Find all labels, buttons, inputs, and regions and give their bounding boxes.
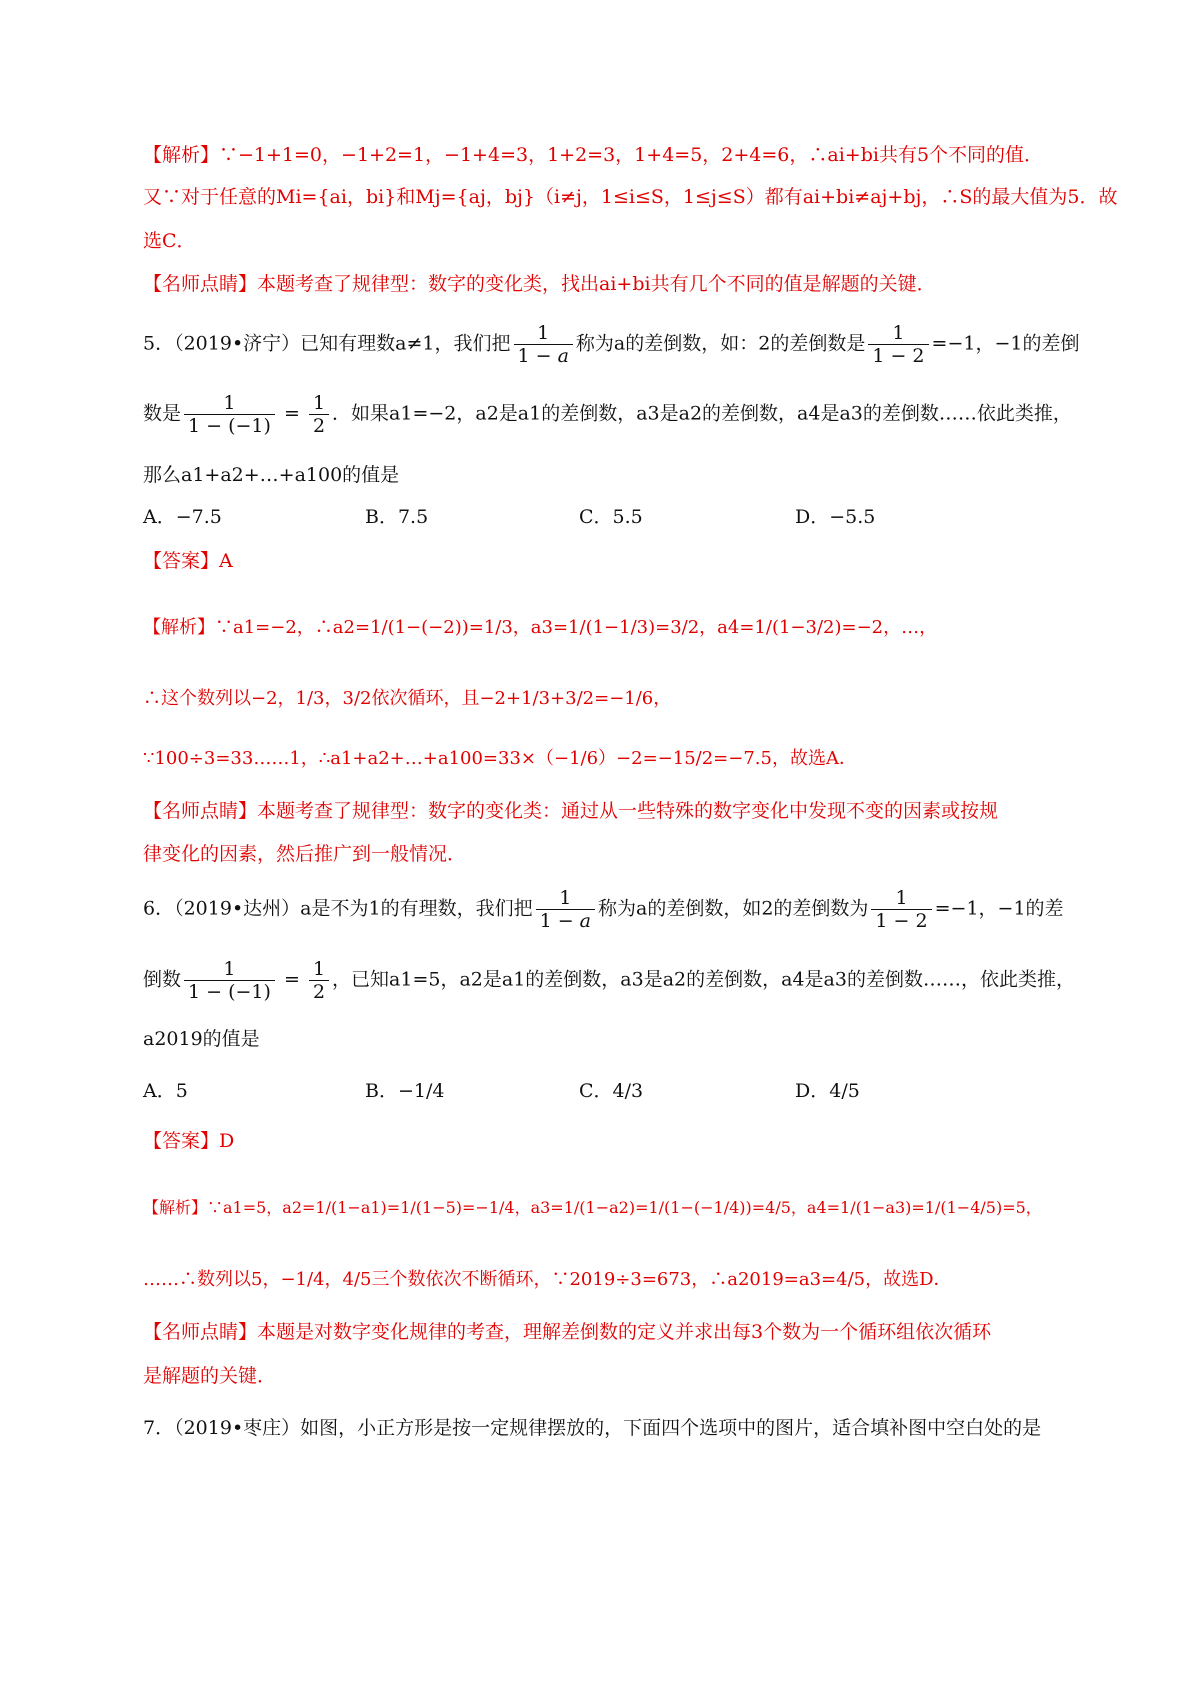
q5-stem-text-d: 数是	[143, 402, 182, 425]
q5-stem-line-3: 那么a1+a2+…+a100的值是	[143, 464, 400, 486]
q5-tip-line-1: 【名师点睛】本题考查了规律型：数字的变化类：通过从一些特殊的数字变化中发现不变的因素或按规	[143, 800, 999, 822]
q5-stem-line-1	[143, 322, 1079, 367]
fraction: $\frac{1}{1 - 2}$	[871, 887, 931, 932]
q5-tip-line-2: 律变化的因素，然后推广到一般情况．	[143, 843, 467, 865]
q4-analysis-line-1: 【解析】∵−1+1=0，−1+2=1，−1+4=3，1+2=3，1+4=5，2+4=6，∴ai+bi共有5个不同的值．	[143, 144, 1044, 166]
q6-stem-text-c: =−1，−1的差	[934, 897, 1064, 920]
q6-stem-text-a: 6．（2019•达州）a是不为1的有理数，我们把	[143, 897, 533, 920]
q6-tip-line-1: 【名师点睛】本题是对数字变化规律的考查，理解差倒数的定义并求出每3个数为一个循环组依次循环	[143, 1321, 992, 1343]
q6-analysis-line-1: 【解析】∵a1=5，a2=1/(1−a1)=1/(1−5)=−1/4，a3=1/(1−a2)=1/(1−(−1/4))=4/5，a4=1/(1−a3)=1/(1−4/5)=5，	[143, 1198, 1042, 1217]
fraction: $\frac{1}{2}$	[309, 392, 329, 437]
q5-option-d: D．−5.5	[795, 506, 876, 528]
q6-option-a: A．5	[143, 1080, 188, 1102]
q5-stem-text-e: ．如果a1=−2，a2是a1的差倒数，a3是a2的差倒数，a4是a3的差倒数……依此类推，	[332, 402, 1072, 425]
q6-stem-line-1	[143, 887, 1064, 932]
q5-option-b: B．7.5	[365, 506, 429, 528]
q6-tip-line-2: 是解题的关键．	[143, 1365, 277, 1387]
q6-stem-text-b: 称为a的差倒数，如2的差倒数为	[598, 897, 869, 920]
q6-option-c: C．4/3	[579, 1080, 644, 1102]
fraction: $\frac{1}{1 - a}$	[536, 887, 595, 932]
q6-stem-text-d: 倒数	[143, 968, 182, 991]
fraction: $\frac{1}{1 - 2}$	[868, 322, 928, 367]
q5-answer: 【答案】A	[143, 550, 233, 572]
q6-option-d: D．4/5	[795, 1080, 860, 1102]
q5-option-c: C．5.5	[579, 506, 643, 528]
q4-analysis-line-2: 又∵对于任意的Mi={ai，bi}和Mj={aj，bj}（i≠j，1≤i≤S，1≤j≤S）都有ai+bi≠aj+bj，∴S的最大值为5．故	[143, 186, 1118, 208]
q5-analysis-line-2: ∴这个数列以−2，1/3，3/2依次循环，且−2+1/3+3/2=−1/6，	[143, 688, 672, 709]
q5-analysis-line-1: 【解析】∵a1=−2，∴a2=1/(1−(−2))=1/3，a3=1/(1−1/3)=3/2，a4=1/(1−3/2)=−2，…，	[143, 617, 938, 638]
q5-stem-text-c: =−1，−1的差倒	[931, 332, 1080, 355]
q5-stem-line-2: 数是 $\frac{1}{1 - (-1)}$ = $\frac{1}{2}$ ．如果a1=−2，a2是a1的差倒数，a3是a2的差倒数，a4是a3的差倒数……依此类推，	[143, 392, 1072, 437]
q5-option-a: A．−7.5	[143, 506, 222, 528]
q6-analysis-line-2: ……∴数列以5，−1/4，4/5三个数依次不断循环，∵2019÷3=673，∴a2019=a3=4/5，故选D．	[143, 1269, 952, 1290]
q6-option-b: B．−1/4	[365, 1080, 445, 1102]
q6-stem-line-2: 倒数 $\frac{1}{1 - (-1)}$ = $\frac{1}{2}$ ，已知a1=5，a2是a1的差倒数，a3是a2的差倒数，a4是a3的差倒数……，依此类推，	[143, 958, 1075, 1003]
fraction: $\frac{1}{1 - (-1)}$	[184, 958, 275, 1003]
fraction: $\frac{1}{1 - a}$	[514, 322, 573, 367]
q5-analysis-line-3: ∵100÷3=33……1，∴a1+a2+…+a100=33×（−1/6）−2=−15/2=−7.5，故选A．	[143, 748, 857, 769]
q6-stem-text-e: ，已知a1=5，a2是a1的差倒数，a3是a2的差倒数，a4是a3的差倒数……，依此类推，	[332, 968, 1075, 991]
q6-answer: 【答案】D	[143, 1130, 235, 1152]
q4-analysis-line-3: 选C．	[143, 230, 196, 252]
fraction: $\frac{1}{2}$	[309, 958, 329, 1003]
q5-stem-text-a: 5．（2019•济宁）已知有理数a≠1，我们把	[143, 332, 511, 355]
q7-stem-line-1: 7．（2019•枣庄）如图，小正方形是按一定规律摆放的，下面四个选项中的图片，适合填补图中空白处的是	[143, 1417, 1042, 1439]
q5-stem-text-b: 称为a的差倒数，如：2的差倒数是	[575, 332, 866, 355]
q6-stem-line-3: a2019的值是	[143, 1028, 260, 1050]
q4-tip: 【名师点睛】本题考查了规律型：数字的变化类，找出ai+bi共有几个不同的值是解题的关键．	[143, 273, 936, 295]
fraction: $\frac{1}{1 - (-1)}$	[184, 392, 275, 437]
